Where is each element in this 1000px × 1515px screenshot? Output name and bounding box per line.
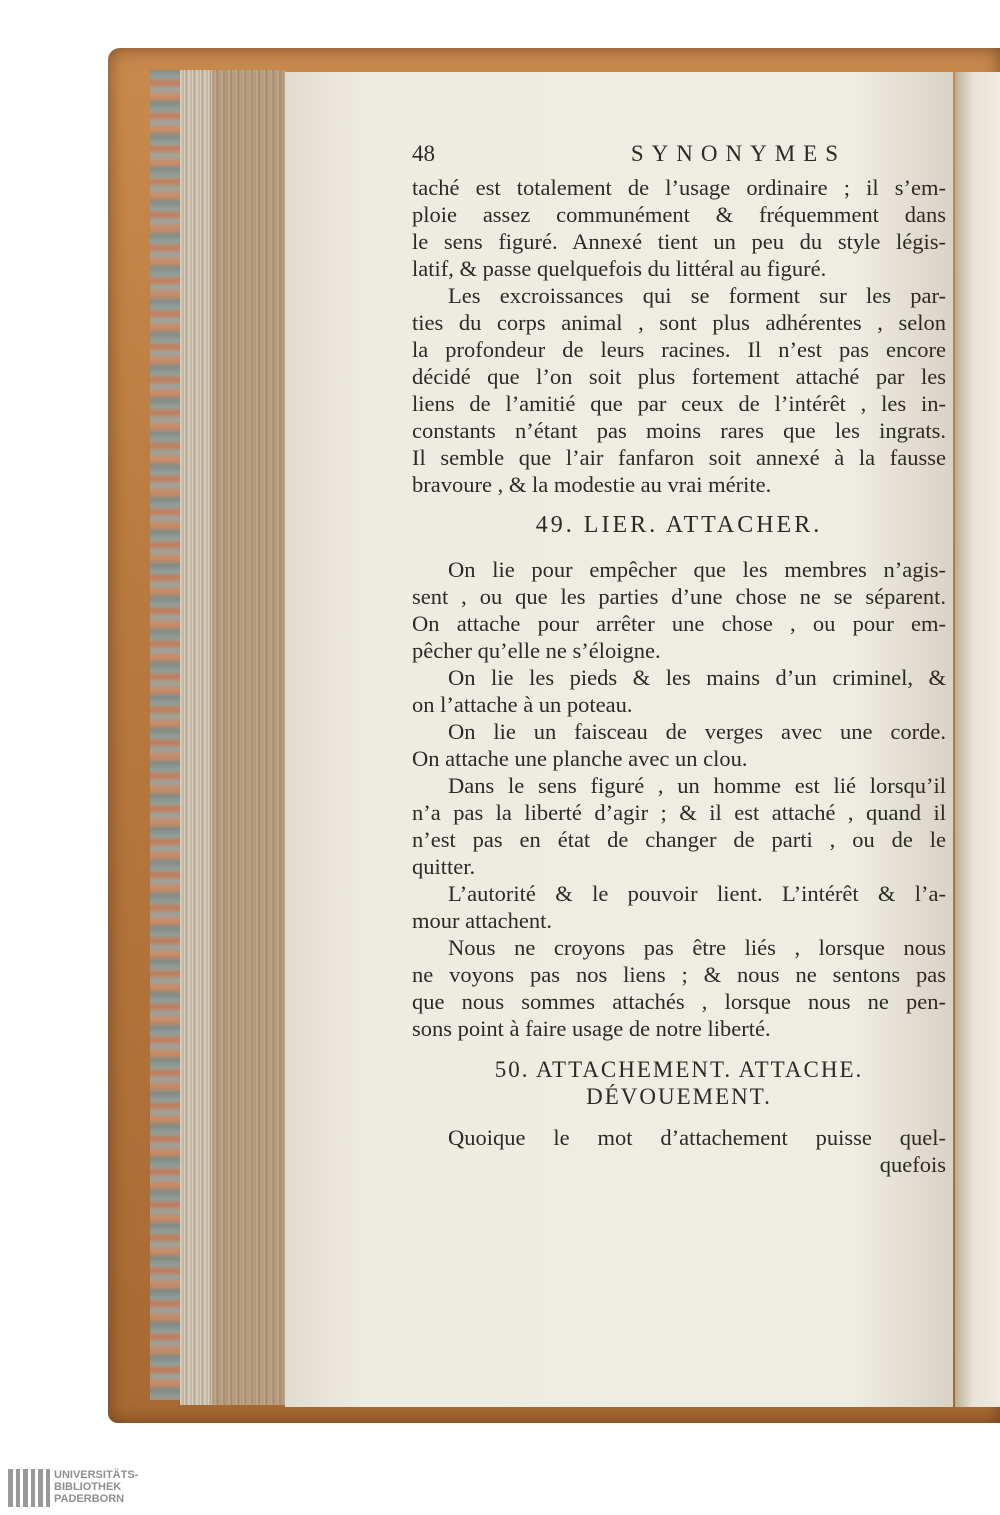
library-name: UNIVERSITÄTS- BIBLIOTHEK PADERBORN	[54, 1469, 139, 1505]
section-49-paragraph-5	[412, 880, 946, 934]
paragraph-2	[412, 282, 946, 498]
text-line: pêcher qu’elle ne s’éloigne.	[412, 638, 661, 663]
section-49-paragraph-2	[412, 664, 946, 718]
text-line: n’est pas en état de changer de parti , ou de le	[412, 827, 946, 852]
text-line: L’autorité & le pouvoir lient. L’intérêt & l’a-	[448, 881, 946, 906]
page-number: 48	[412, 141, 435, 166]
text-line: liens de l’amitié que par ceux de l’intérêt , les in-	[412, 391, 946, 416]
page-edges	[180, 70, 285, 1405]
running-head: SYNONYMES	[630, 141, 846, 166]
text-line: On lie pour empêcher que les membres n’agis-	[448, 557, 946, 582]
text-line: on l’attache à un poteau.	[412, 692, 633, 717]
text-line: bravoure , & la modestie au vrai mérite.	[412, 472, 772, 497]
text-line: On attache une planche avec un clou.	[412, 746, 748, 771]
text-line: On lie les pieds & les mains d’un criminel, &	[448, 665, 946, 690]
text-line: mour attachent.	[412, 908, 552, 933]
text-line: Les excroissances qui se forment sur les par-	[448, 283, 946, 308]
page-text	[412, 140, 946, 1178]
text-line: Il semble que l’air fanfaron soit annexé à la fausse	[412, 445, 946, 470]
text-line: n’a pas la liberté d’agir ; & il est attaché , quand il	[412, 800, 946, 825]
marbled-endpaper	[150, 70, 180, 1400]
section-heading-50: 50. ATTACHEMENT. ATTACHE.	[494, 1057, 864, 1082]
text-line: ties du corps animal , sont plus adhérentes , selon	[412, 310, 946, 335]
library-logo-icon	[8, 1469, 50, 1509]
text-line: latif, & passe quelquefois du littéral au figuré.	[412, 256, 827, 281]
text-line: taché est totalement de l’usage ordinaire ; il s’em-	[412, 175, 946, 200]
text-line: la profondeur de leurs racines. Il n’est pas encore	[412, 337, 946, 362]
catchword: quefois	[879, 1152, 946, 1177]
text-line: On lie un faisceau de verges avec une corde.	[448, 719, 946, 744]
section-49-paragraph-1	[412, 556, 946, 664]
section-49-paragraph-4	[412, 772, 946, 880]
paragraph-1	[412, 174, 946, 282]
section-heading-50-line2: DÉVOUEMENT.	[586, 1084, 772, 1109]
section-49-paragraph-3	[412, 718, 946, 772]
section-heading-49: 49. LIER. ATTACHER.	[535, 512, 823, 538]
text-line: ploie assez communément & fréquemment dans	[412, 202, 946, 227]
text-line: ne voyons pas nos liens ; & nous ne sentons pas	[412, 962, 946, 987]
page-header	[412, 140, 946, 174]
text-line: décidé que l’on soit plus fortement attaché par les	[412, 364, 946, 389]
text-line: Quoique le mot d’attachement puisse quel-	[448, 1125, 946, 1150]
text-line: quitter.	[412, 854, 476, 879]
text-line: le sens figuré. Annexé tient un peu du style légis-	[412, 229, 946, 254]
text-line: sent , ou que les parties d’une chose ne se séparent.	[412, 584, 946, 609]
text-line: On attache pour arrêter une chose , ou pour em-	[412, 611, 946, 636]
section-49-paragraph-6	[412, 934, 946, 1042]
text-line: constants n’étant pas moins rares que les ingrats.	[412, 418, 946, 443]
text-line: Dans le sens figuré , un homme est lié lorsqu’il	[448, 773, 946, 798]
facing-page-edge	[955, 72, 1000, 1407]
text-line: Nous ne croyons pas être liés , lorsque nous	[448, 935, 946, 960]
text-line: que nous sommes attachés , lorsque nous ne pen-	[412, 989, 946, 1014]
text-line: sons point à faire usage de notre liberté.	[412, 1016, 771, 1041]
library-footer	[0, 1465, 1000, 1515]
